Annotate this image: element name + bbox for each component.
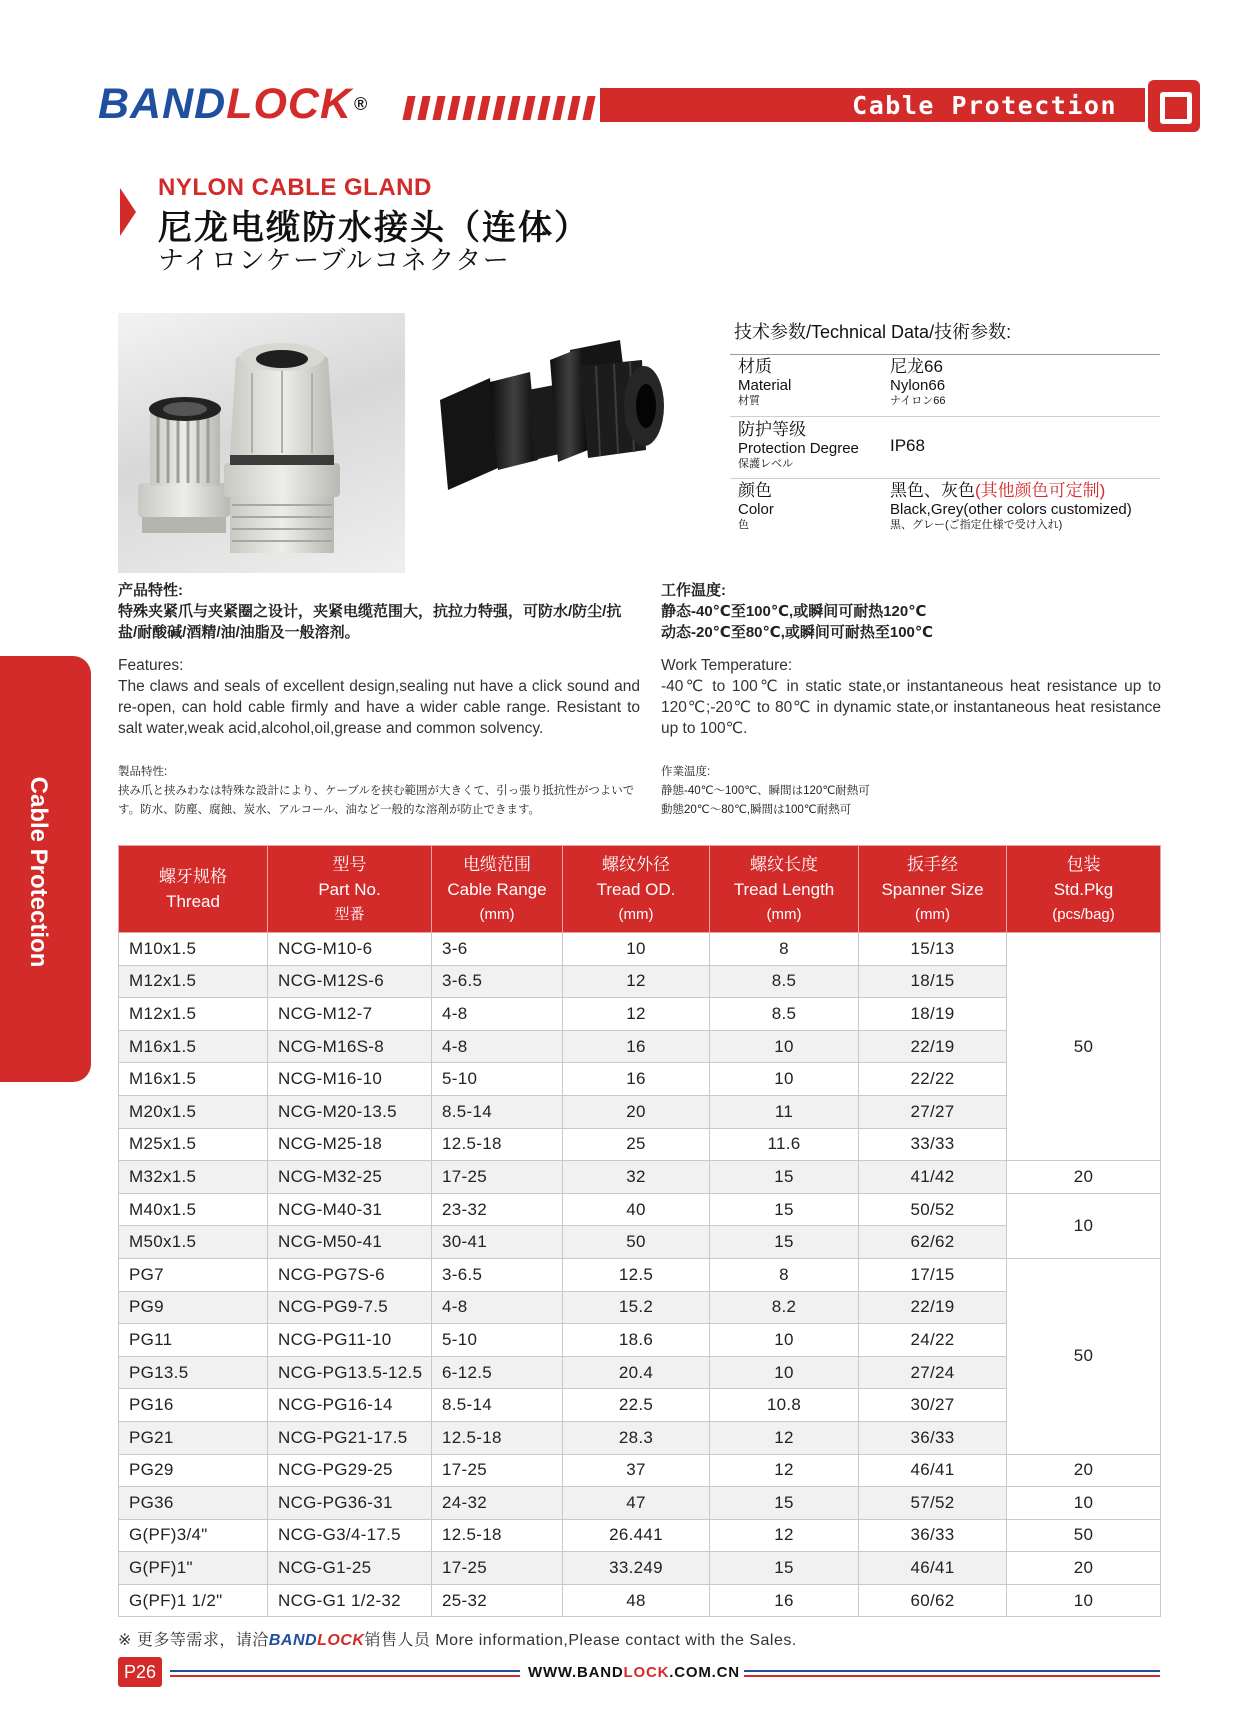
cell-cable-range: 3-6.5: [432, 1258, 563, 1291]
cell-part-no: NCG-M50-41: [268, 1226, 432, 1259]
header-part-no: 型号 Part No. 型番: [268, 846, 432, 933]
cell-tread-od: 47: [563, 1487, 710, 1520]
footer-line-right: [744, 1670, 1160, 1679]
title-cn: 尼龙电缆防水接头（连体）: [158, 209, 590, 247]
tech-row-color-value: 黑色、灰色(其他颜色可定制) Black,Grey(other colors customized) 黒、グレー(ご指定仕様で受け入れ): [890, 481, 1132, 531]
cell-thread: M32x1.5: [119, 1161, 268, 1194]
cell-part-no: NCG-PG36-31: [268, 1487, 432, 1520]
features-en: Features: The claws and seals of excellent design,sealing nut have a click sound and re-open, can hold cable firmly and have a wider cable range. Resistant to salt water,weak acid,alcohol,oil,grease and common solvency.: [118, 657, 640, 737]
table-row: [119, 1487, 1161, 1520]
cell-part-no: NCG-PG7S-6: [268, 1258, 432, 1291]
cell-thread: PG9: [119, 1291, 268, 1324]
tech-row-material-value: 尼龙66 Nylon66 ナイロン66: [890, 357, 946, 407]
cell-tread-od: 22.5: [563, 1389, 710, 1422]
cell-part-no: NCG-G1-25: [268, 1552, 432, 1585]
table-row: [119, 1552, 1161, 1585]
header-cable-range: 电缆范围 Cable Range (mm): [432, 846, 563, 933]
divider: [730, 416, 1160, 417]
table-row: [119, 1258, 1161, 1291]
cell-part-no: NCG-M25-18: [268, 1128, 432, 1161]
cell-cable-range: 3-6: [432, 933, 563, 966]
cell-thread: G(PF)1": [119, 1552, 268, 1585]
cell-cable-range: 3-6.5: [432, 965, 563, 998]
cell-tread-length: 10.8: [710, 1389, 859, 1422]
cell-spanner-size: 22/19: [859, 1291, 1007, 1324]
cell-std-pkg: 50: [1007, 1258, 1161, 1454]
cell-spanner-size: 57/52: [859, 1487, 1007, 1520]
cell-tread-od: 26.441: [563, 1519, 710, 1552]
cell-cable-range: 17-25: [432, 1454, 563, 1487]
table-row: [119, 1324, 1161, 1357]
tech-row-color-label: 颜色 Color 色: [738, 481, 774, 531]
cell-tread-length: 8: [710, 1258, 859, 1291]
cell-spanner-size: 46/41: [859, 1552, 1007, 1585]
table-row: [119, 1226, 1161, 1259]
cell-thread: PG7: [119, 1258, 268, 1291]
temperature-en: Work Temperature: -40℃ to 100℃ in static state,or instantaneous heat resistance up to 120℃;-20℃ to 80℃ in dynamic state,or instantaneous heat resistance up to 100℃.: [661, 657, 1161, 737]
cell-spanner-size: 33/33: [859, 1128, 1007, 1161]
cell-tread-length: 16: [710, 1584, 859, 1617]
technical-heading: 技术参数/Technical Data/技術参数:: [734, 322, 1012, 342]
cell-thread: M50x1.5: [119, 1226, 268, 1259]
cell-part-no: NCG-PG29-25: [268, 1454, 432, 1487]
cell-tread-od: 32: [563, 1161, 710, 1194]
cell-std-pkg: 50: [1007, 1519, 1161, 1552]
table-row: [119, 933, 1161, 966]
cell-tread-length: 15: [710, 1487, 859, 1520]
cell-thread: G(PF)3/4": [119, 1519, 268, 1552]
table-row: [119, 1519, 1161, 1552]
cell-spanner-size: 50/52: [859, 1193, 1007, 1226]
tech-row-protection-value: IP68: [890, 436, 925, 455]
side-tab: [0, 656, 91, 1082]
footer-url[interactable]: WWW.BANDLOCK.COM.CN: [528, 1664, 740, 1681]
page-number: P26: [118, 1657, 162, 1687]
table-row: [119, 1454, 1161, 1487]
cell-cable-range: 23-32: [432, 1193, 563, 1226]
table-row: [119, 1095, 1161, 1128]
title-jp: ナイロンケーブルコネクター: [158, 245, 511, 275]
cell-thread: M16x1.5: [119, 1063, 268, 1096]
cell-tread-length: 15: [710, 1161, 859, 1194]
cell-cable-range: 24-32: [432, 1487, 563, 1520]
cell-cable-range: 4-8: [432, 998, 563, 1031]
cell-tread-length: 11: [710, 1095, 859, 1128]
cell-tread-od: 37: [563, 1454, 710, 1487]
cell-tread-od: 20.4: [563, 1356, 710, 1389]
cell-spanner-size: 36/33: [859, 1421, 1007, 1454]
cell-tread-od: 48: [563, 1584, 710, 1617]
table-row: [119, 1291, 1161, 1324]
header-spanner-size: 扳手经 Spanner Size (mm): [859, 846, 1007, 933]
cell-tread-length: 10: [710, 1356, 859, 1389]
cell-tread-length: 15: [710, 1552, 859, 1585]
tech-row-protection-label: 防护等级 Protection Degree 保護レベル: [738, 420, 859, 470]
cell-part-no: NCG-G3/4-17.5: [268, 1519, 432, 1552]
temperature-cn: 工作温度: 静态-40℃至100℃,或瞬间可耐热120℃ 动态-20℃至80℃,或瞬间可耐热至100℃: [661, 582, 934, 641]
divider: [730, 354, 1160, 355]
cell-std-pkg: 10: [1007, 1193, 1161, 1258]
header-bar: [600, 88, 1145, 122]
cell-thread: M16x1.5: [119, 1030, 268, 1063]
cell-spanner-size: 17/15: [859, 1258, 1007, 1291]
title-marker-icon: [120, 188, 136, 236]
cell-std-pkg: 10: [1007, 1487, 1161, 1520]
cell-thread: G(PF)1 1/2": [119, 1584, 268, 1617]
cell-cable-range: 4-8: [432, 1030, 563, 1063]
table-row: [119, 1356, 1161, 1389]
cell-cable-range: 17-25: [432, 1552, 563, 1585]
cell-cable-range: 4-8: [432, 1291, 563, 1324]
table-row: [119, 1389, 1161, 1422]
cell-tread-length: 11.6: [710, 1128, 859, 1161]
cell-thread: M10x1.5: [119, 933, 268, 966]
black-cable-gland-illustration: [420, 330, 720, 530]
cell-tread-od: 12.5: [563, 1258, 710, 1291]
header-std-pkg: 包装 Std.Pkg (pcs/bag): [1007, 846, 1161, 933]
cell-cable-range: 12.5-18: [432, 1128, 563, 1161]
table-row: [119, 1421, 1161, 1454]
product-photo-black: [420, 330, 720, 530]
cell-tread-length: 10: [710, 1030, 859, 1063]
brand-logo: BANDLOCK ®: [98, 80, 369, 128]
cell-cable-range: 8.5-14: [432, 1095, 563, 1128]
cell-tread-od: 25: [563, 1128, 710, 1161]
header-tread-od: 螺纹外径 Tread OD. (mm): [563, 846, 710, 933]
cell-thread: M12x1.5: [119, 998, 268, 1031]
cable-gland-illustration: [118, 313, 405, 573]
cell-part-no: NCG-M10-6: [268, 933, 432, 966]
cell-cable-range: 12.5-18: [432, 1519, 563, 1552]
cell-tread-length: 12: [710, 1421, 859, 1454]
cell-tread-od: 12: [563, 965, 710, 998]
cell-part-no: NCG-PG13.5-12.5: [268, 1356, 432, 1389]
cell-part-no: NCG-M40-31: [268, 1193, 432, 1226]
cell-part-no: NCG-M20-13.5: [268, 1095, 432, 1128]
cell-cable-range: 17-25: [432, 1161, 563, 1194]
table-header-row: [119, 846, 1161, 933]
cell-cable-range: 25-32: [432, 1584, 563, 1617]
table-row: [119, 965, 1161, 998]
cell-part-no: NCG-M32-25: [268, 1161, 432, 1194]
cell-part-no: NCG-PG21-17.5: [268, 1421, 432, 1454]
header-stripes: [405, 96, 605, 120]
cell-part-no: NCG-PG16-14: [268, 1389, 432, 1422]
cell-cable-range: 12.5-18: [432, 1421, 563, 1454]
cell-spanner-size: 18/19: [859, 998, 1007, 1031]
cell-thread: PG36: [119, 1487, 268, 1520]
cell-cable-range: 5-10: [432, 1063, 563, 1096]
cell-std-pkg: 20: [1007, 1161, 1161, 1194]
cell-spanner-size: 27/24: [859, 1356, 1007, 1389]
cell-thread: PG29: [119, 1454, 268, 1487]
cell-tread-length: 15: [710, 1226, 859, 1259]
footer-line-left: [170, 1670, 520, 1679]
product-photo: [118, 313, 405, 573]
cell-part-no: NCG-M12S-6: [268, 965, 432, 998]
title-en: NYLON CABLE GLAND: [158, 174, 432, 201]
cell-tread-length: 12: [710, 1454, 859, 1487]
cell-tread-od: 18.6: [563, 1324, 710, 1357]
cell-tread-od: 16: [563, 1063, 710, 1096]
cell-part-no: NCG-M12-7: [268, 998, 432, 1031]
header-section-title: Cable Protection: [852, 91, 1117, 120]
cell-cable-range: 6-12.5: [432, 1356, 563, 1389]
features-cn: 产品特性: 特殊夹紧爪与夹紧圈之设计，夹紧电缆范围大，抗拉力特强，可防水/防尘/抗盐/耐酸碱/酒精/油/油脂及一般溶剂。: [118, 582, 622, 641]
temperature-jp: 作業温度: 静態-40℃～100℃、瞬間は120℃耐熱可 動態20℃～80℃,瞬間は100℃耐熱可: [661, 766, 870, 816]
cell-spanner-size: 41/42: [859, 1161, 1007, 1194]
cell-spanner-size: 18/15: [859, 965, 1007, 998]
section-icon: [1148, 80, 1200, 132]
table-row: [119, 1161, 1161, 1194]
cell-tread-od: 16: [563, 1030, 710, 1063]
cell-tread-od: 50: [563, 1226, 710, 1259]
tech-row-material-label: 材质 Material 材質: [738, 357, 792, 407]
cell-spanner-size: 36/33: [859, 1519, 1007, 1552]
cell-tread-length: 10: [710, 1063, 859, 1096]
cell-spanner-size: 22/22: [859, 1063, 1007, 1096]
cell-std-pkg: 10: [1007, 1584, 1161, 1617]
spec-table: [118, 845, 1161, 1617]
cell-thread: M40x1.5: [119, 1193, 268, 1226]
divider: [730, 478, 1160, 479]
cell-thread: M12x1.5: [119, 965, 268, 998]
cell-spanner-size: 46/41: [859, 1454, 1007, 1487]
cell-tread-length: 8.2: [710, 1291, 859, 1324]
cell-thread: PG11: [119, 1324, 268, 1357]
table-row: [119, 998, 1161, 1031]
cell-tread-od: 20: [563, 1095, 710, 1128]
side-tab-label: Cable Protection: [25, 776, 52, 968]
cell-tread-length: 12: [710, 1519, 859, 1552]
cell-cable-range: 5-10: [432, 1324, 563, 1357]
cell-std-pkg: 20: [1007, 1454, 1161, 1487]
cell-spanner-size: 62/62: [859, 1226, 1007, 1259]
cell-part-no: NCG-M16-10: [268, 1063, 432, 1096]
cell-std-pkg: 50: [1007, 933, 1161, 1161]
cell-spanner-size: 27/27: [859, 1095, 1007, 1128]
cell-tread-od: 15.2: [563, 1291, 710, 1324]
cell-thread: PG16: [119, 1389, 268, 1422]
cell-tread-od: 10: [563, 933, 710, 966]
cell-tread-od: 40: [563, 1193, 710, 1226]
cell-tread-od: 28.3: [563, 1421, 710, 1454]
cell-part-no: NCG-M16S-8: [268, 1030, 432, 1063]
cell-spanner-size: 22/19: [859, 1030, 1007, 1063]
cell-tread-length: 8.5: [710, 998, 859, 1031]
cell-tread-length: 15: [710, 1193, 859, 1226]
cell-spanner-size: 15/13: [859, 933, 1007, 966]
table-row: [119, 1128, 1161, 1161]
cell-spanner-size: 24/22: [859, 1324, 1007, 1357]
footnote: ※ 更多等需求，请洽BANDLOCK销售人员 More information,Please contact with the Sales.: [118, 1632, 797, 1649]
cell-cable-range: 8.5-14: [432, 1389, 563, 1422]
cell-tread-od: 12: [563, 998, 710, 1031]
table-row: [119, 1030, 1161, 1063]
cell-tread-length: 8.5: [710, 965, 859, 998]
header-tread-length: 螺纹长度 Tread Length (mm): [710, 846, 859, 933]
cell-part-no: NCG-G1 1/2-32: [268, 1584, 432, 1617]
cell-thread: M25x1.5: [119, 1128, 268, 1161]
cell-cable-range: 30-41: [432, 1226, 563, 1259]
cell-spanner-size: 60/62: [859, 1584, 1007, 1617]
cell-tread-length: 10: [710, 1324, 859, 1357]
header-thread: 螺牙规格 Thread: [119, 846, 268, 933]
cell-part-no: NCG-PG9-7.5: [268, 1291, 432, 1324]
cell-part-no: NCG-PG11-10: [268, 1324, 432, 1357]
cell-std-pkg: 20: [1007, 1552, 1161, 1585]
cell-thread: M20x1.5: [119, 1095, 268, 1128]
cell-tread-od: 33.249: [563, 1552, 710, 1585]
table-row: [119, 1584, 1161, 1617]
cell-thread: PG13.5: [119, 1356, 268, 1389]
table-row: [119, 1193, 1161, 1226]
cell-tread-length: 8: [710, 933, 859, 966]
table-row: [119, 1063, 1161, 1096]
cell-thread: PG21: [119, 1421, 268, 1454]
features-jp: 製品特性: 挟み爪と挟みわなは特殊な設計により、ケーブルを挟む範囲が大きくて、引っ張り抵抗性がつよいです。防水、防塵、腐蝕、炭水、アルコール、油など一般的な溶剤が防止できます。: [118, 766, 635, 816]
cell-spanner-size: 30/27: [859, 1389, 1007, 1422]
